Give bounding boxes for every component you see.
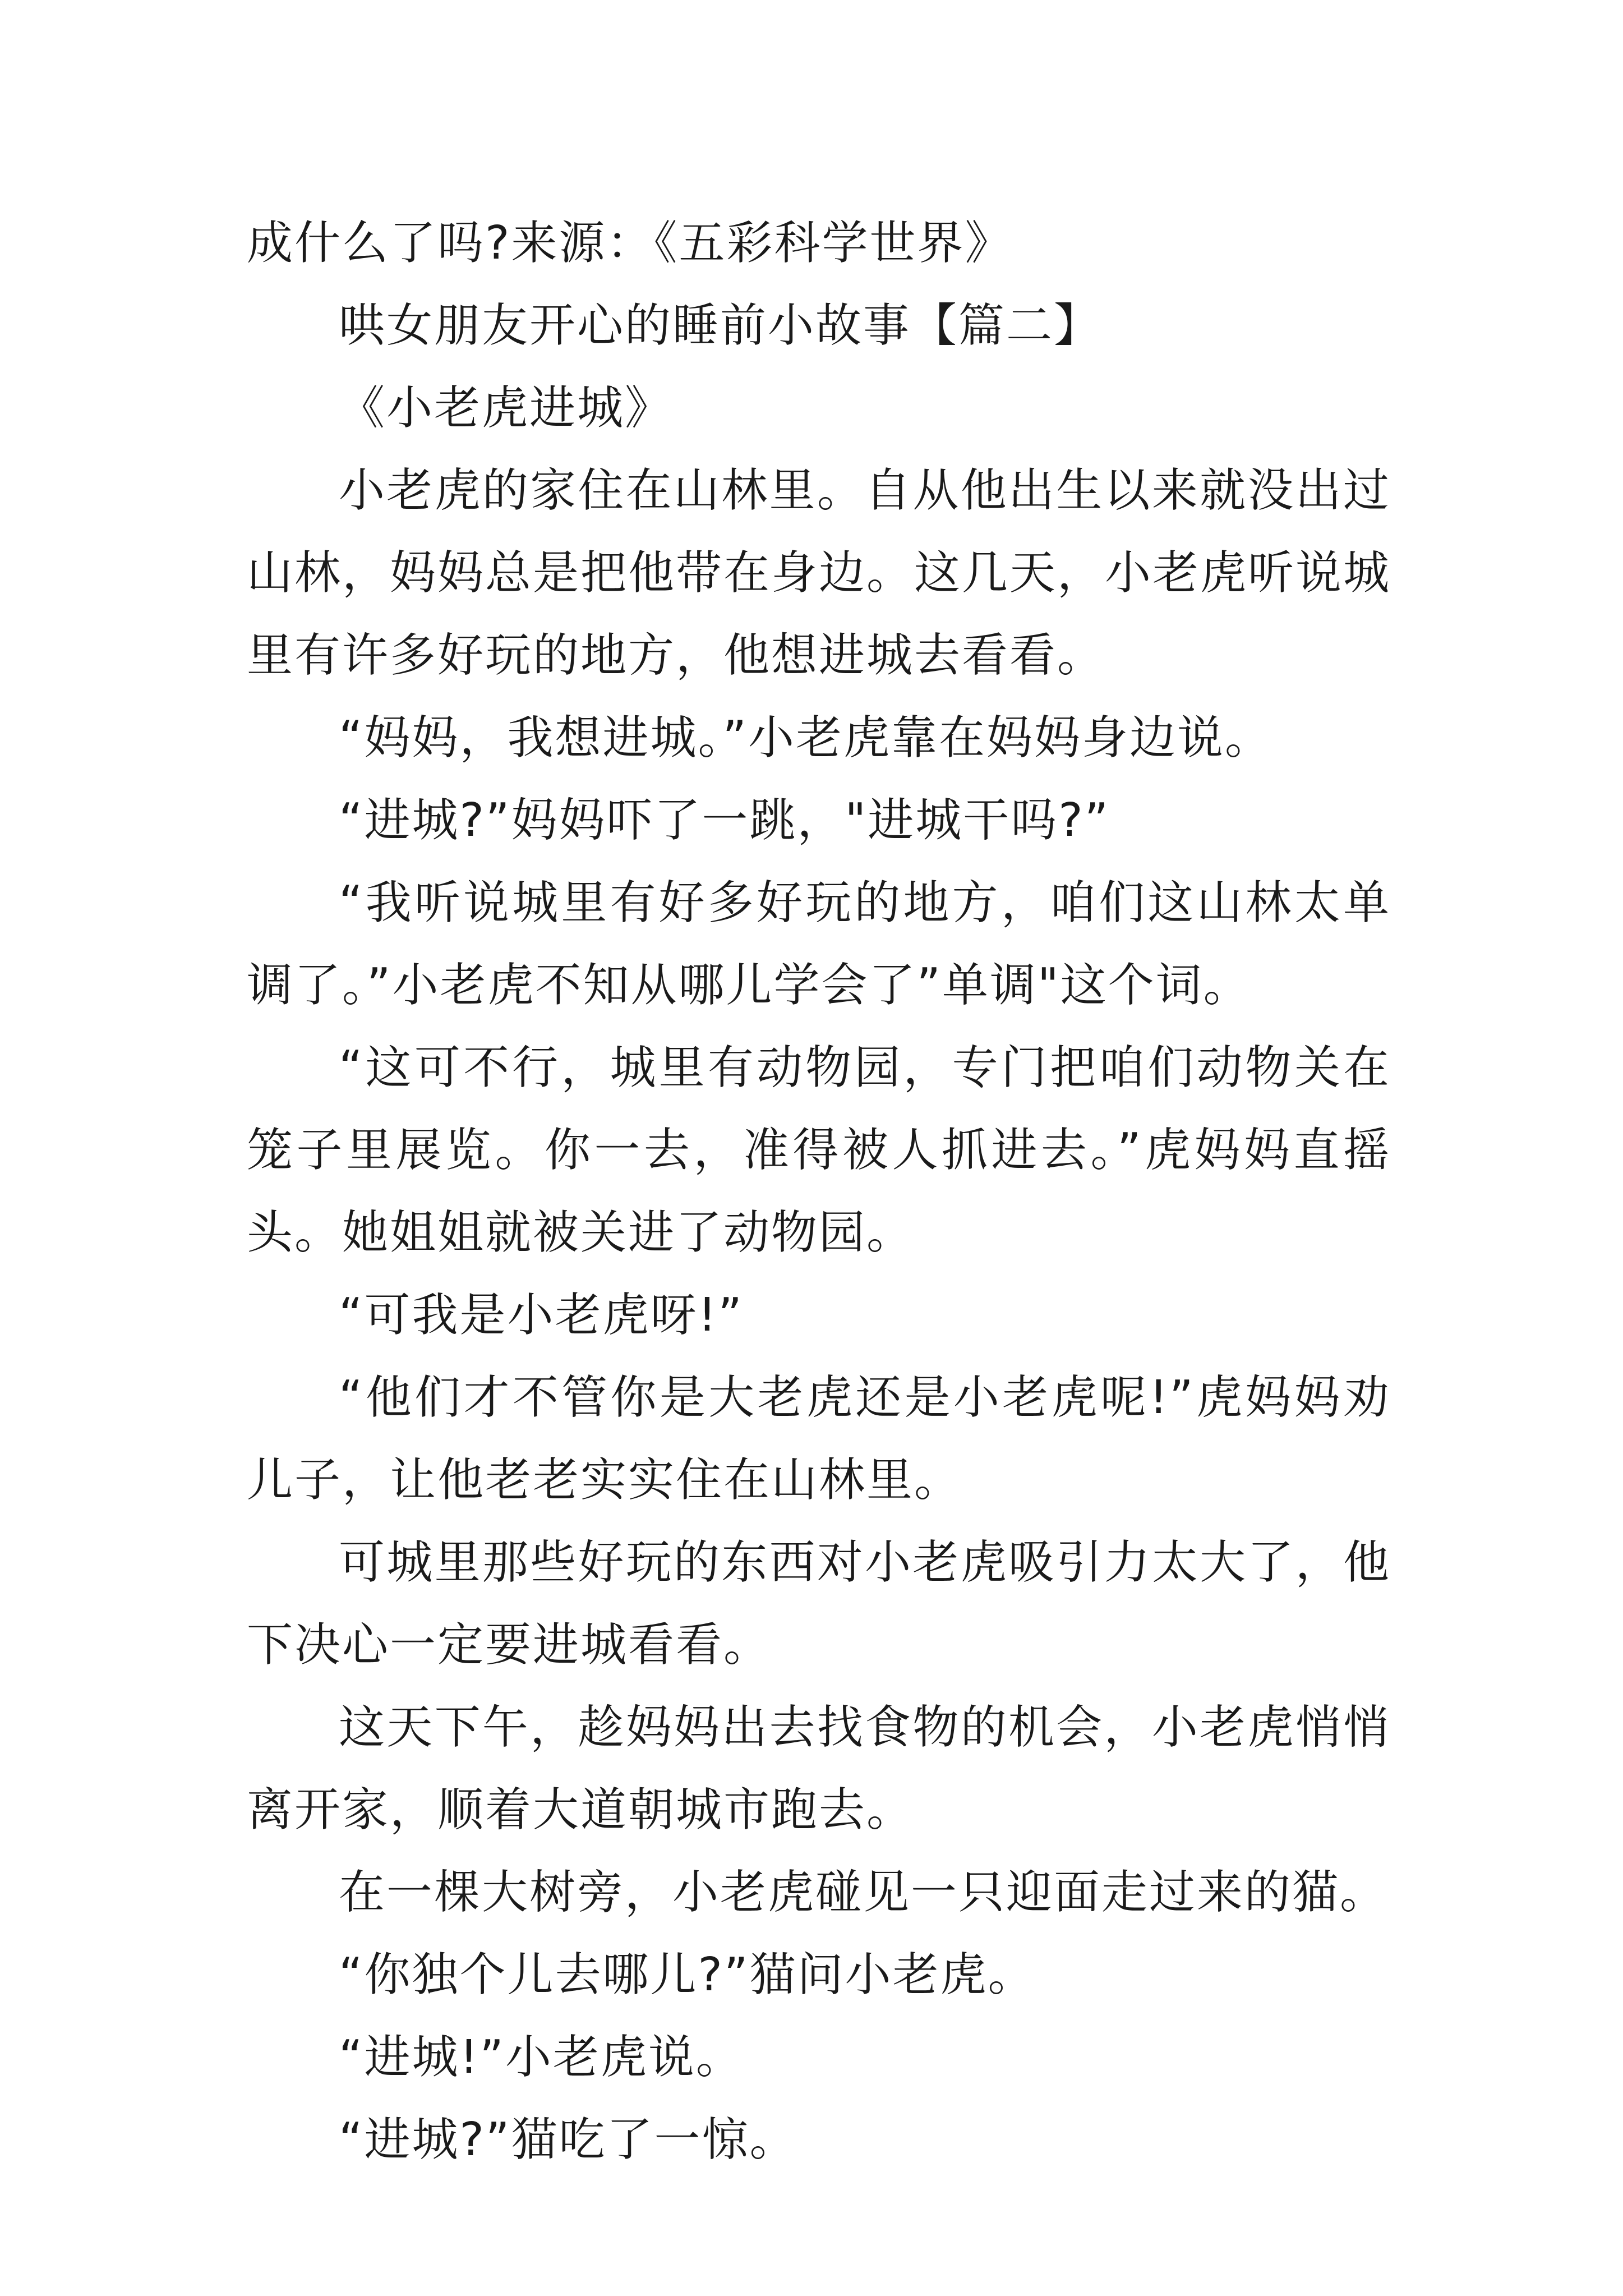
paragraph-14: “你独个儿去哪儿?”猫问小老虎。 (339, 1948, 1036, 2001)
paragraph-5: “妈妈，我想进城。”小老虎靠在妈妈身边说。 (339, 711, 1272, 765)
paragraph-12: 这天下午，趁妈妈出去找食物的机会，小老虎悄悄离开家，顺着大道朝城市跑去。 (247, 1701, 1391, 1837)
paragraph-16: “进城?”猫吃了一惊。 (339, 2113, 797, 2166)
paragraph-10: “他们才不管你是大老虎还是小老虎呢!”虎妈妈劝儿子，让他老老实实住在山林里。 (247, 1371, 1391, 1507)
paragraph-13: 在一棵大树旁，小老虎碰见一只迎面走过来的猫。 (339, 1866, 1388, 1919)
paragraph-3-story-title: 《小老虎进城》 (339, 381, 673, 435)
story-text (247, 202, 1391, 2181)
paragraph-8: “这可不行，城里有动物园，专门把咱们动物关在笼子里展览。你一去，准得被人抓进去。”虎妈妈直摇头。她姐姐就被关进了动物园。 (247, 1041, 1391, 1259)
paragraph-7: “我听说城里有好多好玩的地方，咱们这山林太单调了。”小老虎不知从哪儿学会了”单调"这个词。 (247, 876, 1391, 1012)
paragraph-2-section-heading: 哄女朋友开心的睡前小故事【篇二】 (339, 299, 1102, 352)
paragraph-15: “进城!”小老虎说。 (339, 2031, 744, 2084)
paragraph-4: 小老虎的家住在山林里。自从他出生以来就没出过山林，妈妈总是把他带在身边。这几天，小老虎听说城里有许多好玩的地方，他想进城去看看。 (247, 464, 1391, 682)
paragraph-1: 成什么了吗?来源：《五彩科学世界》 (247, 217, 1013, 270)
paragraph-6: “进城?”妈妈吓了一跳，"进城干吗?” (339, 794, 1110, 847)
paragraph-11: 可城里那些好玩的东西对小老虎吸引力太大了，他下决心一定要进城看看。 (247, 1536, 1391, 1672)
paragraph-9: “可我是小老虎呀!” (339, 1289, 744, 1342)
